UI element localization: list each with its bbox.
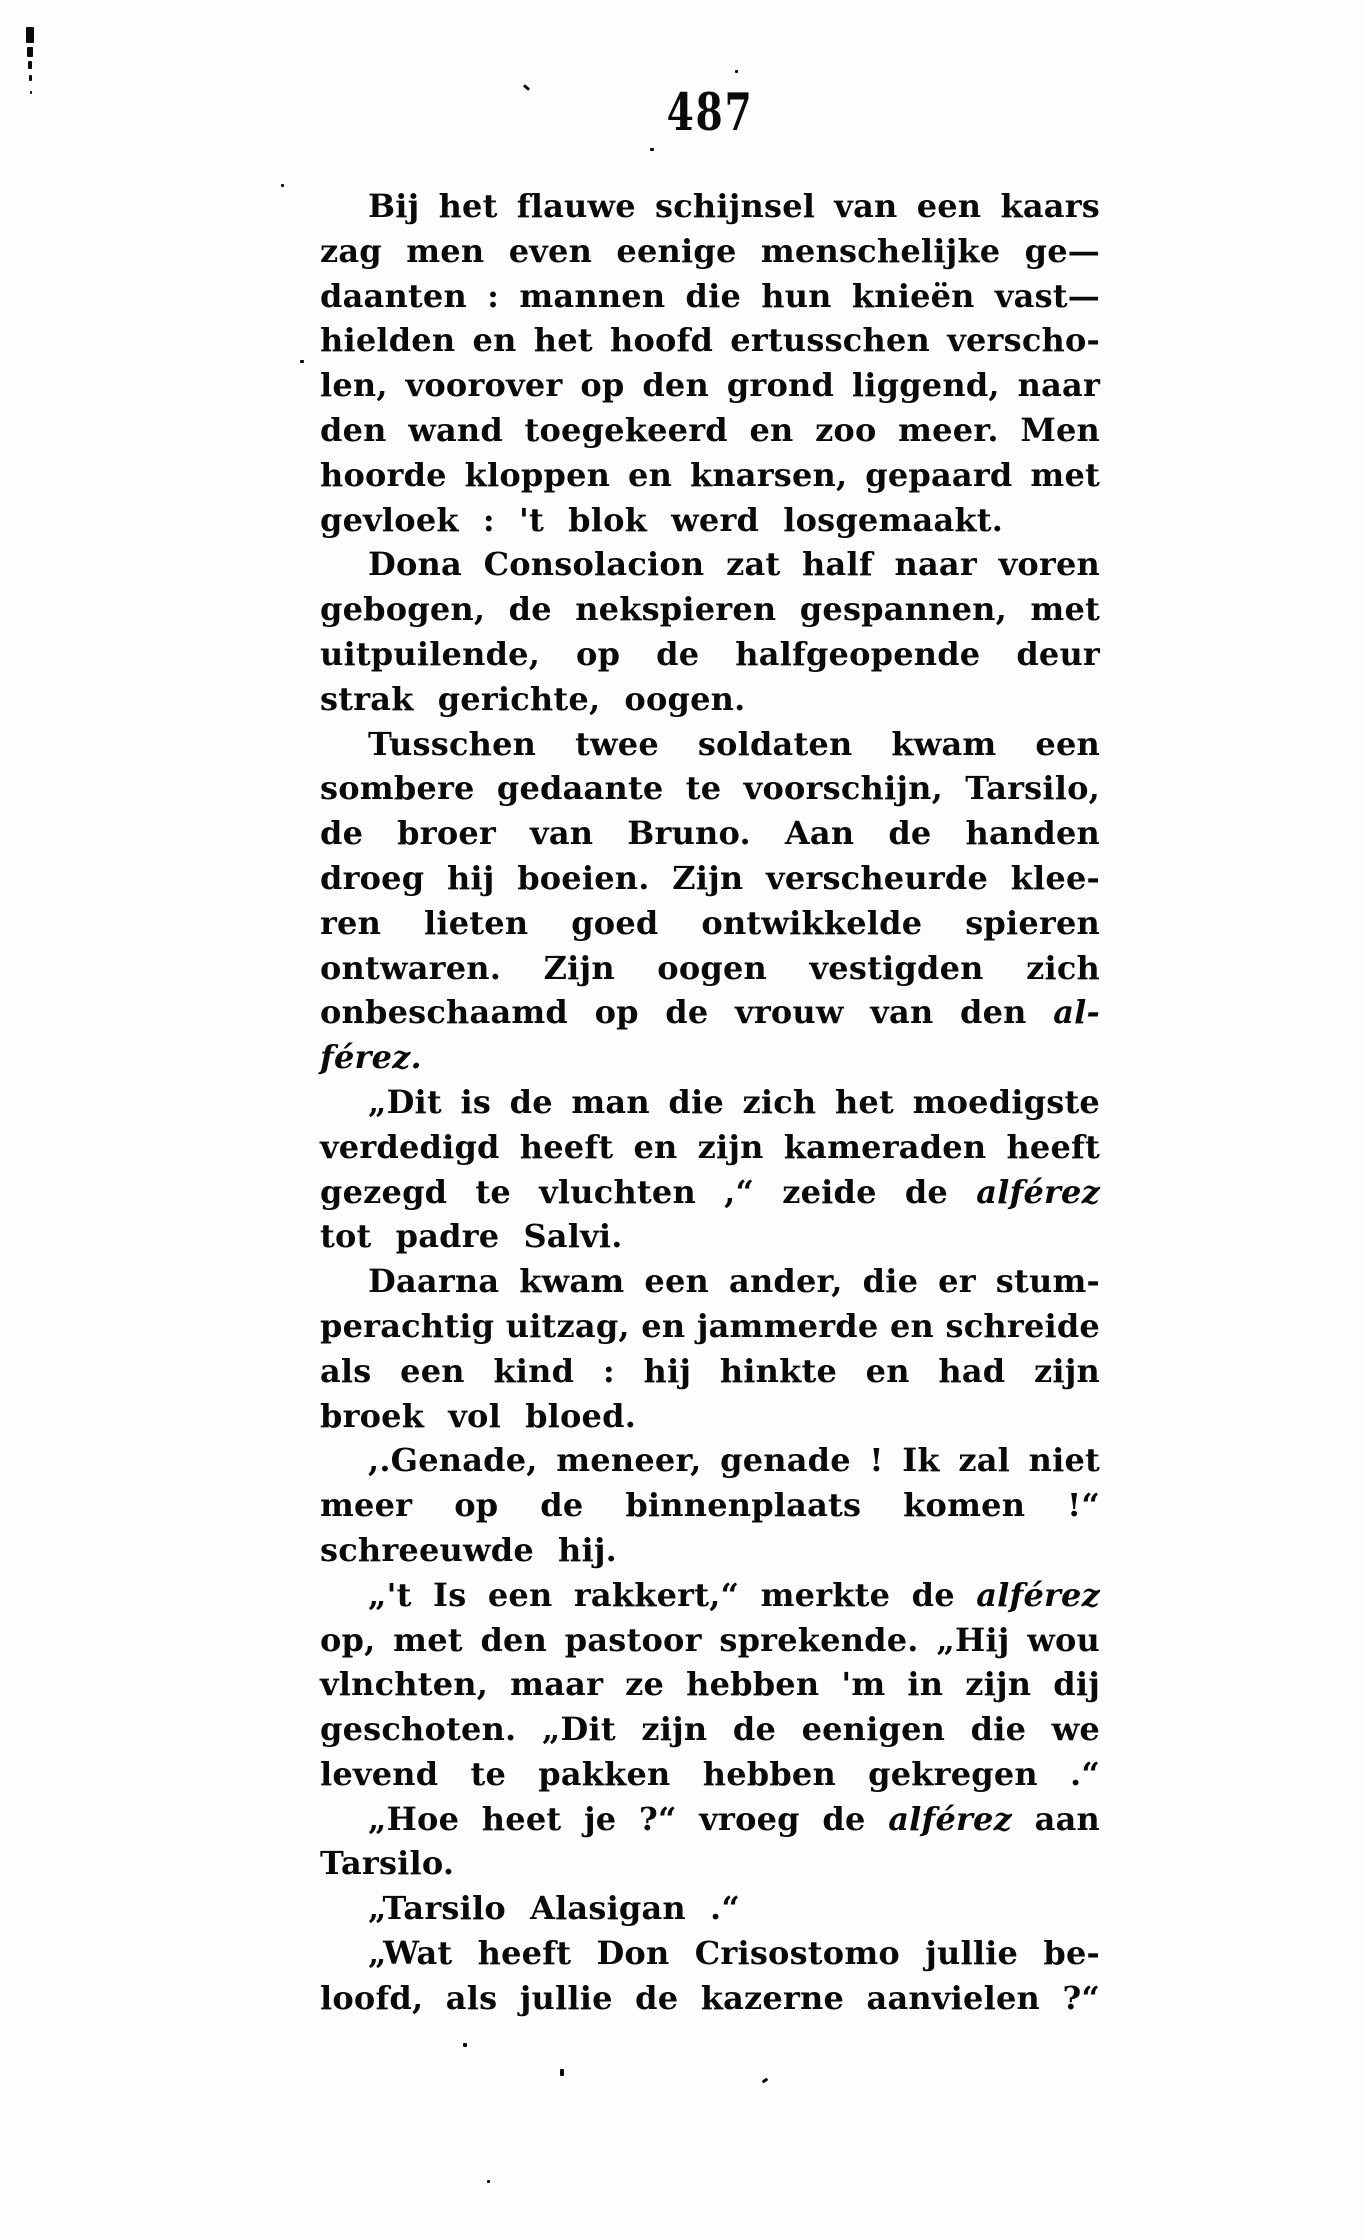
text-segment: hielden en het hoofd ertusschen verscho- (320, 321, 1100, 360)
italic-text-segment: alférez (888, 1799, 1012, 1838)
page-text (320, 184, 1100, 2021)
text-line (320, 1170, 1100, 1215)
italic-text-segment: al- (1053, 993, 1100, 1032)
text-line (320, 677, 1100, 722)
text-line (320, 856, 1100, 901)
text-segment: gezegd te vluchten ,“ zeide de (320, 1172, 977, 1211)
text-segment: Daarna kwam een ander, die er stum- (368, 1262, 1100, 1301)
text-line (320, 274, 1100, 319)
text-segment: ren lieten goed ontwikkelde spieren (320, 903, 1100, 942)
text-segment: Tarsilo. (320, 1844, 455, 1883)
text-line (320, 1125, 1100, 1170)
text-segment: onbeschaamd op de vrouw van den (320, 993, 1054, 1032)
text-line (320, 1035, 1100, 1080)
text-line (320, 453, 1100, 498)
ink-smudge (26, 27, 40, 99)
text-segment: „'t Is een rakkert,“ merkte de (368, 1575, 977, 1614)
ink-speck (281, 184, 284, 187)
text-segment: Tusschen twee soldaten kwam een (368, 724, 1100, 763)
text-line (320, 1752, 1100, 1797)
ink-speck (650, 148, 654, 151)
text-line (320, 1080, 1100, 1125)
ink-speck (487, 2180, 490, 2183)
text-line (320, 632, 1100, 677)
italic-text-segment: férez. (320, 1038, 422, 1077)
text-segment: Bij het flauwe schijnsel van een kaars (368, 187, 1100, 225)
text-segment: ontwaren. Zijn oogen vestigden zich (320, 948, 1100, 987)
text-line (320, 318, 1100, 363)
text-line (320, 498, 1100, 543)
text-segment: daanten : mannen die hun knieën vast— (320, 276, 1100, 315)
text-line (320, 1483, 1100, 1528)
text-segment: „Dit is de man die zich het moedigste (368, 1082, 1100, 1121)
text-segment: uitpuilende, op de halfgeopende deur (320, 634, 1100, 673)
text-segment: loofd, als jullie de kazerne aanvielen ?“ (320, 1978, 1100, 2017)
text-line (320, 1841, 1100, 1886)
ink-speck (463, 2043, 467, 2047)
text-segment: vlnchten, maar ze hebben 'm in zijn dij (320, 1665, 1100, 1704)
text-line (320, 901, 1100, 946)
text-line (320, 766, 1100, 811)
text-segment: „Hoe heet je ?“ vroeg de (368, 1799, 889, 1838)
text-line (320, 542, 1100, 587)
text-line (320, 184, 1100, 229)
text-segment: len, voorover op den grond liggend, naar (320, 366, 1100, 405)
text-segment: perachtig uitzag, en jammerde en schreide (320, 1306, 1100, 1345)
text-line (320, 1886, 1100, 1931)
text-segment: zag men even eenige menschelijke ge— (320, 231, 1100, 270)
text-segment: de broer van Bruno. Aan de handen (320, 814, 1100, 853)
text-line (320, 1304, 1100, 1349)
text-line (320, 722, 1100, 767)
text-line (320, 811, 1100, 856)
text-line (320, 990, 1100, 1035)
text-segment: schreeuwde hij. (320, 1530, 617, 1569)
text-segment: als een kind : hij hinkte en had zijn (320, 1351, 1100, 1390)
text-line (320, 1797, 1100, 1842)
text-segment: den wand toegekeerd en zoo meer. Men (320, 410, 1100, 449)
text-segment: sombere gedaante te voorschijn, Tarsilo, (320, 769, 1100, 808)
text-segment: meer op de binnenplaats komen !“ (320, 1486, 1100, 1525)
ink-speck (762, 2078, 769, 2084)
text-segment: op, met den pastoor sprekende. „Hij wou (320, 1620, 1100, 1659)
text-line (320, 1931, 1100, 1976)
text-line (320, 229, 1100, 274)
text-segment: geschoten. „Dit zijn de eenigen die we (320, 1710, 1100, 1749)
text-segment: ,.Genade, meneer, genade ! Ik zal niet (368, 1441, 1100, 1480)
text-line (320, 1394, 1100, 1439)
text-line (320, 408, 1100, 453)
text-line (320, 1573, 1100, 1618)
text-line (320, 1662, 1100, 1707)
text-segment: Dona Consolacion zat half naar voren (368, 545, 1100, 584)
text-line (320, 363, 1100, 408)
text-line (320, 587, 1100, 632)
text-segment: levend te pakken hebben gekregen .“ (320, 1754, 1100, 1793)
text-segment: „Wat heeft Don Crisostomo jullie be- (368, 1934, 1100, 1973)
ink-speck (300, 360, 304, 363)
text-segment: droeg hij boeien. Zijn verscheurde klee- (320, 858, 1100, 897)
text-segment: verdedigd heeft en zijn kameraden heeft (320, 1127, 1100, 1166)
text-segment: gevloek : 't blok werd losgemaakt. (320, 500, 1004, 539)
text-segment: aan (1012, 1799, 1100, 1838)
text-segment: broek vol bloed. (320, 1396, 637, 1435)
italic-text-segment: alférez (976, 1575, 1100, 1614)
text-line (320, 1976, 1100, 2021)
text-line (320, 1259, 1100, 1304)
text-line (320, 1349, 1100, 1394)
text-line (320, 946, 1100, 991)
text-segment: strak gerichte, oogen. (320, 679, 746, 718)
text-line (320, 1438, 1100, 1483)
ink-speck (735, 70, 738, 73)
text-line (320, 1618, 1100, 1663)
text-line (320, 1528, 1100, 1573)
text-segment: tot padre Salvi. (320, 1217, 623, 1256)
ink-speck (560, 2069, 564, 2076)
ink-speck (523, 84, 530, 91)
text-segment: hoorde kloppen en knarsen, gepaard met (320, 455, 1100, 494)
text-line (320, 1707, 1100, 1752)
text-line (320, 1214, 1100, 1259)
text-segment: gebogen, de nekspieren gespannen, met (320, 590, 1100, 629)
text-segment: „Tarsilo Alasigan .“ (368, 1889, 740, 1928)
page-number: 487 (666, 82, 754, 143)
italic-text-segment: alférez (976, 1172, 1100, 1211)
